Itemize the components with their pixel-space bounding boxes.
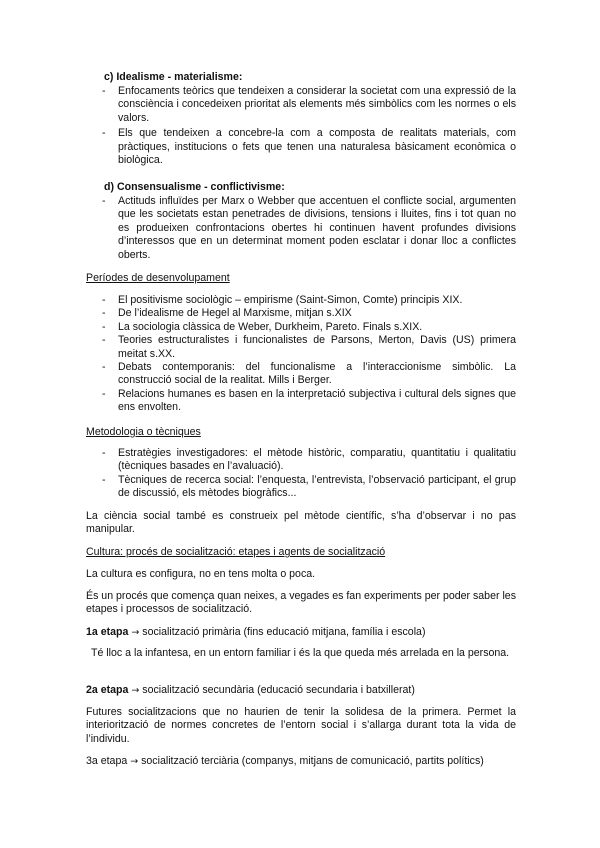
list-item: - El positivisme sociològic – empirisme (Saint-Simon, Comte) principis XIX. [102,294,516,307]
etapa-2-text: socialització secundària (educació secundaria i batxillerat) [139,684,415,696]
metodologia-list [102,447,516,501]
section-c-list [102,85,516,167]
list-item: - Actituds influïdes per Marx o Webber que accentuen el conflicte social, argumenten que les societats estan penetrades de divisions, tensions i lluites, fins i tot quan no es produeixen confrontacions obertes hi continuen havent profundes divisions d’interessos que en un determinat moment poden esclatar i donar lloc a conflictes oberts. [102,195,516,262]
list-item: - Debats contemporanis: del funcionalisme a l’interaccionisme simbòlic. La construcció social de la realitat. Mills i Berger. [102,361,516,388]
periodes-heading: Períodes de desenvolupament [86,272,230,284]
list-item: - Relacions humanes es basen en la interpretació subjectiva i cultural dels signes que ens envolten. [102,388,516,415]
arrow-right-icon: → [131,685,140,696]
list-item: - Estratègies investigadores: el mètode històric, comparatiu, quantitatiu i qualitatiu (tècniques basades en l’avaluació). [102,447,516,474]
etapa-3-line [86,755,516,768]
arrow-right-icon: → [130,756,139,767]
section-d-list [102,195,516,262]
metodologia-paragraph: La ciència social també es construeix pel mètode científic, s’ha d’observar i no pas manipular. [86,510,516,536]
etapa-3-label: 3a etapa [86,755,128,767]
list-item: - La sociologia clàssica de Weber, Durkheim, Pareto. Finals s.XIX. [102,321,516,334]
etapa-3-text: socialització terciària (companys, mitjans de comunicació, partits polítics) [138,755,484,767]
list-item: - Teories estructuralistes i funcionalistes de Parsons, Merton, Davis (US) primera meitat s.XX. [102,334,516,361]
cultura-heading: Cultura: procés de socialització: etapes i agents de socialització [86,546,386,558]
cultura-paragraph-2: És un procés que comença quan neixes, a vegades es fan experiments per poder saber les etapes i processos de socialització. [86,590,516,616]
metodologia-heading: Metodologia o tècniques [86,426,201,438]
list-item: - De l’idealisme de Hegel al Marxisme, mitjan s.XIX [102,307,516,320]
etapa-2-line [86,684,516,697]
etapa-2-description: Futures socialitzacions que no haurien de tenir la solidesa de la primera. Permet la interiorització de normes concretes de l’entorn social i s’allarga durant tota la vida de l’individu. [86,706,516,745]
etapa-1-text: socialització primària (fins educació mitjana, família i escola) [139,626,426,638]
etapa-1-description: Té lloc a la infantesa, en un entorn familiar i és la que queda més arrelada en la persona. [91,647,510,659]
arrow-right-icon: → [131,627,140,638]
list-item: - Enfocaments teòrics que tendeixen a considerar la societat com una expressió de la consciència i concedeixen prioritat als elements més simbòlics com les normes o els valors. [102,85,516,125]
periodes-list [102,294,516,415]
etapa-2-label: 2a etapa [86,684,129,696]
section-c-title: c) Idealisme - materialisme: [104,71,243,83]
etapa-1-label: 1a etapa [86,626,129,638]
list-item: - Els que tendeixen a concebre-la com a composta de realitats materials, com pràctiques, institucions o fets que tenen una naturalesa bàsicament econòmica o biològica. [102,127,516,167]
section-d-title: d) Consensualisme - conflictivisme: [104,181,285,193]
list-item: - Tècniques de recerca social: l’enquesta, l’entrevista, l’observació participant, el grup de discussió, els mètodes biogràfics... [102,474,516,501]
cultura-paragraph-1: La cultura es configura, no en tens molta o poca. [86,568,316,580]
etapa-1-line [86,626,516,639]
